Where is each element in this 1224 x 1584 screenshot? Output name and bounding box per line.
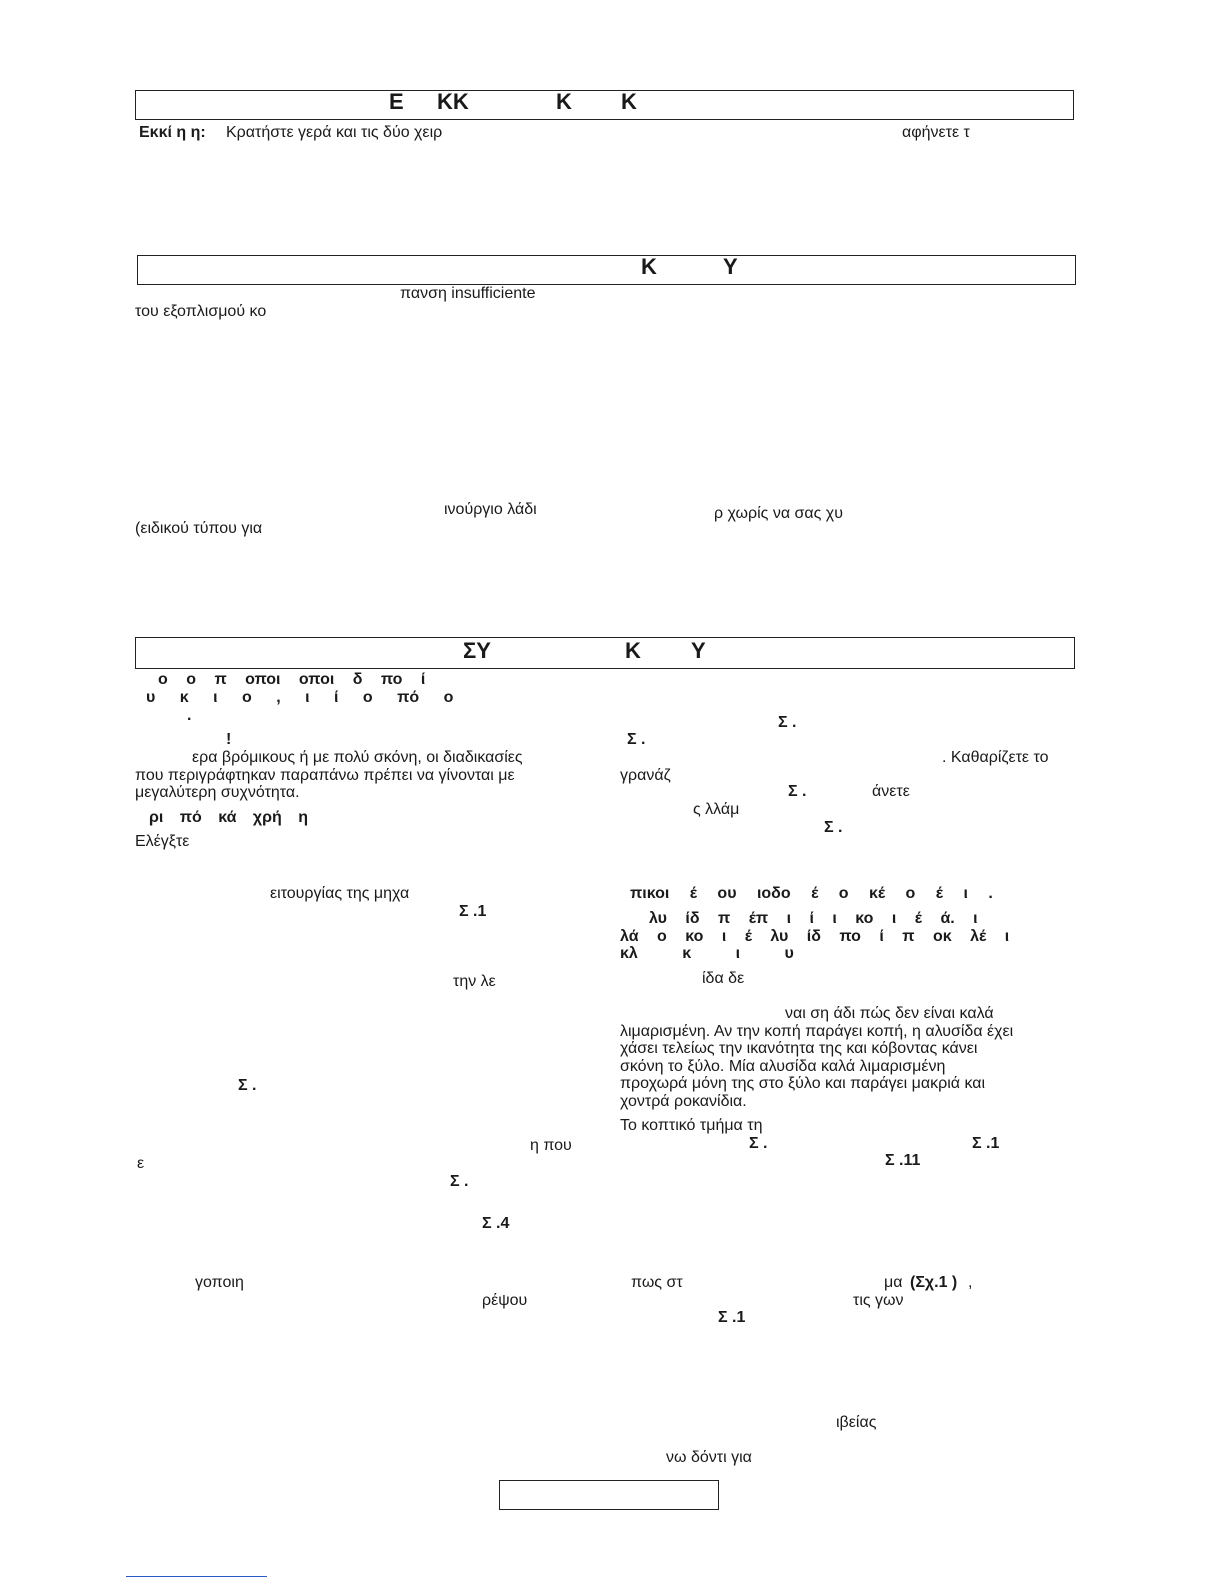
section2-line: του εξοπλισμού κο [135, 303, 267, 320]
left-figure-ref: Σ . [238, 1077, 257, 1094]
left-bold-line: υ κ ι ο , ι ί ο πό ο [146, 689, 454, 706]
section1-title-part: Κ [621, 89, 637, 114]
page-number-box [499, 1480, 719, 1510]
right-figure-ref: Σ . [749, 1135, 768, 1152]
right-text-fragment: . Καθαρίζετε το [942, 749, 1049, 766]
section3-title-part: Υ [691, 638, 706, 663]
section2-title-part: Υ [723, 254, 738, 279]
section1-title-part: Ε [389, 89, 404, 114]
right-paragraph-line: ναι ση άδι πώς δεν είναι καλά [785, 1005, 994, 1022]
right-text-fragment: άνετε [872, 783, 910, 800]
section2-line: πανση insufficiente [400, 285, 536, 302]
right-figure-ref: Σ . [778, 714, 797, 731]
right-paragraph [620, 1005, 1013, 1111]
right-paragraph-line: προχωρά μόνη της στο ξύλο και παράγει μακριά και [620, 1075, 986, 1093]
right-text-fragment: πως στ [631, 1274, 683, 1291]
left-paragraph-line: ερα βρόμικους ή με πολύ σκόνη, οι διαδικασίες [192, 749, 523, 766]
section1-label: Εκκί η η: [139, 124, 206, 141]
left-figure-ref: Σ . [450, 1173, 469, 1190]
right-bold-line: λά ο κο ι έ λυ ίδ πο ί π οκ λέ ι [620, 928, 1010, 945]
right-text-fragment: τις γων [853, 1292, 904, 1309]
left-text-fragment: γοποιη [195, 1274, 244, 1291]
right-figure-ref: Σ . [824, 819, 843, 836]
left-text-fragment: ε [137, 1155, 145, 1172]
section1-title-part: Κ [556, 89, 572, 114]
left-bold-line: ο ο π οποι οποι δ πο ί [158, 671, 426, 688]
section2-oil-text: ινούργιο λάδι [444, 501, 537, 518]
left-bold-heading: ρι πό κά χρή η [149, 809, 309, 826]
right-bold-line: κλ κ ι υ [620, 945, 794, 962]
left-check-text: Ελέγξτε [135, 833, 190, 850]
right-text-fragment: γρανάζ [620, 767, 671, 784]
left-text-fragment: ρέψου [482, 1292, 528, 1309]
right-text-fragment: ς λλάμ [693, 801, 740, 818]
right-figure-ref: (Σχ.1 ) [910, 1274, 958, 1291]
right-text-fragment: Το κοπτικό τμήμα τη [620, 1117, 763, 1134]
right-text-fragment: ίδα δε [702, 970, 745, 987]
left-exclamation: ! [226, 731, 232, 748]
left-text-fragment: την λε [453, 973, 496, 990]
right-paragraph-line: χάσει τελείως την ικανότητα της και κόβοντας κάνει [620, 1040, 978, 1058]
left-paragraph [135, 749, 523, 802]
right-figure-ref: Σ . [788, 783, 807, 800]
section2-title-part: Κ [641, 254, 657, 279]
section3-header-box [135, 637, 1075, 669]
section1-text-right: αφήνετε τ [902, 124, 970, 141]
right-bold-line: λυ ίδ π έπ ι ί ι κο ι έ ά. ι [649, 910, 978, 927]
right-text-fragment: νω δόντι για [666, 1449, 752, 1466]
section2-header-box [137, 255, 1076, 285]
section1-title-part: ΚΚ [437, 89, 469, 114]
right-text-fragment: ιβείας [836, 1414, 877, 1431]
right-paragraph-line: χοντρά ροκανίδια. [620, 1092, 747, 1110]
left-paragraph-line: που περιγράφτηκαν παραπάνω πρέπει να γίνονται με [135, 766, 515, 784]
left-figure-ref: Σ .4 [482, 1215, 510, 1232]
right-figure-ref: Σ .1 [972, 1135, 1000, 1152]
left-paragraph-line: μεγαλύτερη συχνότητα. [135, 784, 300, 802]
right-text-fragment: μα [884, 1274, 903, 1291]
right-paragraph-line: σκόνη το ξύλο. Μία αλυσίδα καλά λιμαρισμένη [620, 1057, 946, 1075]
footnote-rule [126, 1576, 267, 1577]
section3-title-part: Κ [625, 638, 641, 663]
section2-oil-text: (ειδικού τύπου για [135, 520, 263, 537]
section2-oil-text: ρ χωρίς να σας χυ [714, 505, 843, 522]
left-figure-ref: Σ .1 [459, 903, 487, 920]
section1-text: Κρατήστε γερά και τις δύο χειρ [226, 124, 443, 141]
section3-title-part: ΣΥ [463, 638, 491, 663]
section1-header-box [135, 90, 1074, 120]
right-figure-ref: Σ . [627, 731, 646, 748]
right-text-fragment: , [968, 1274, 973, 1291]
left-text-fragment: η που [530, 1137, 572, 1154]
right-bold-line: πικοι έ ου ιοδο έ ο κέ ο έ ι . [630, 885, 993, 902]
left-operation-text: ειτουργίας της μηχα [270, 885, 410, 902]
right-paragraph-line: λιμαρισμένη. Αν την κοπή παράγει κοπή, η αλυσίδα έχει [620, 1022, 1014, 1040]
left-dot: . [187, 707, 192, 724]
right-figure-ref: Σ .1 [718, 1309, 746, 1326]
right-figure-ref: Σ .11 [885, 1152, 921, 1169]
